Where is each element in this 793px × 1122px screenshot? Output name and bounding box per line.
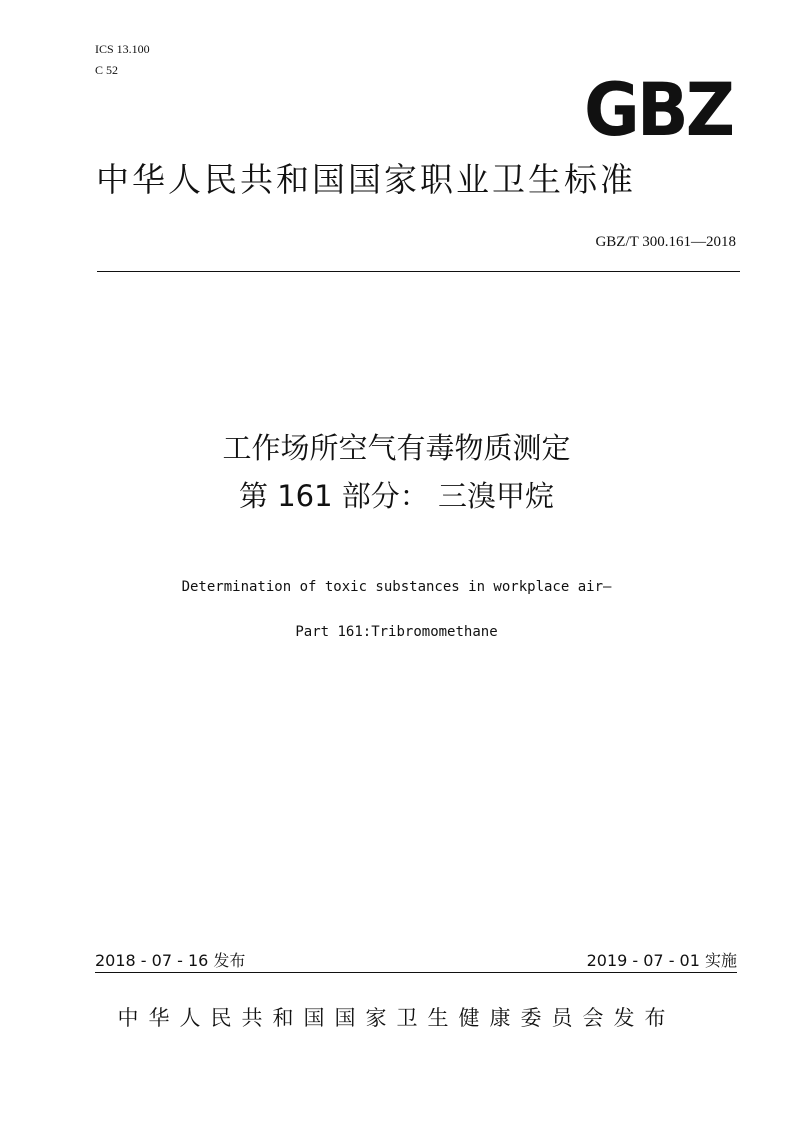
- implementation-date: 2019 - 07 - 01 实施: [586, 951, 737, 970]
- document-title-line2: 第 161 部分： 三溴甲烷: [238, 479, 554, 513]
- english-title-line2: Part 161:Tribromomethane: [295, 624, 498, 640]
- standard-number: GBZ/T 300.161—2018: [595, 234, 736, 250]
- publisher: 中华人民共和国国家卫生健康委员会发布: [117, 1006, 676, 1030]
- bottom-divider: [95, 972, 737, 973]
- top-divider: [97, 271, 740, 272]
- document-title-line1: 工作场所空气有毒物质测定: [222, 431, 571, 465]
- classification-code: C 52: [95, 63, 119, 77]
- issue-date: 2018 - 07 - 16 发布: [95, 951, 246, 970]
- org-title: 中华人民共和国国家职业卫生标准: [96, 160, 636, 199]
- english-title-line1: Determination of toxic substances in workplace air—: [181, 579, 612, 595]
- gbz-logo: GBZ: [584, 67, 732, 154]
- ics-code: ICS 13.100: [95, 42, 150, 56]
